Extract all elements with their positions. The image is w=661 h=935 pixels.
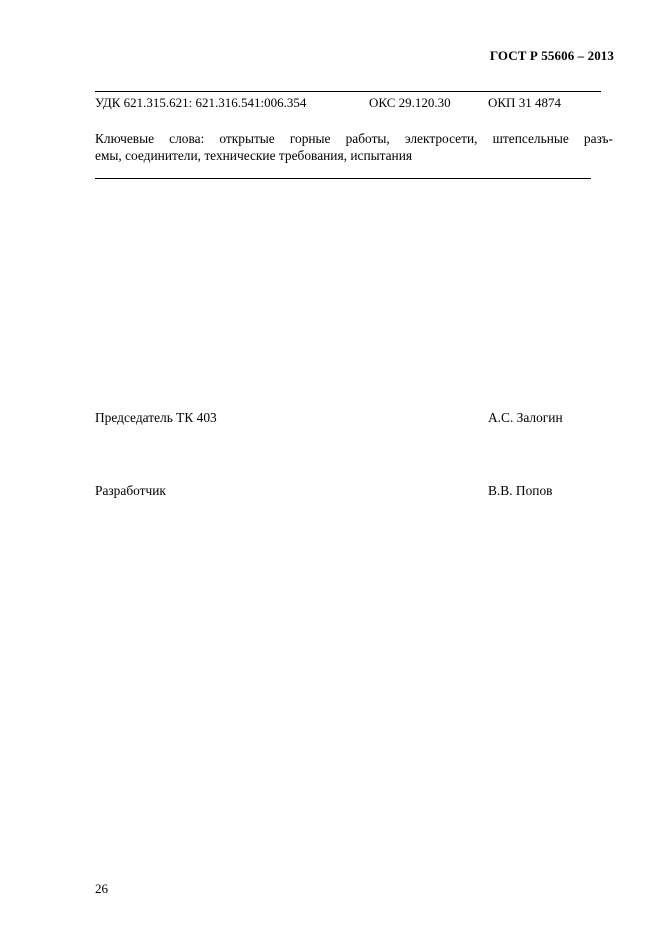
oks-code: ОКС 29.120.30 bbox=[369, 95, 451, 110]
okp-code: ОКП 31 4874 bbox=[488, 95, 561, 110]
top-divider bbox=[95, 91, 601, 92]
signature-name: В.В. Попов bbox=[488, 483, 553, 498]
keywords-line-1: Ключевые слова: открытые горные работы, электросети, штепсельные разъ- bbox=[95, 131, 613, 146]
signature-name: А.С. Залогин bbox=[488, 410, 563, 425]
udk-code: УДК 621.315.621: 621.316.541:006.354 bbox=[95, 95, 307, 110]
bottom-divider bbox=[95, 178, 591, 179]
standard-code: ГОСТ Р 55606 – 2013 bbox=[489, 48, 614, 63]
keywords-block bbox=[95, 130, 613, 164]
signature-role: Разработчик bbox=[95, 483, 166, 498]
page-number: 26 bbox=[95, 881, 108, 896]
keywords-line-2: емы, соединители, технические требования, испытания bbox=[95, 148, 413, 163]
signature-role: Председатель ТК 403 bbox=[95, 410, 217, 425]
